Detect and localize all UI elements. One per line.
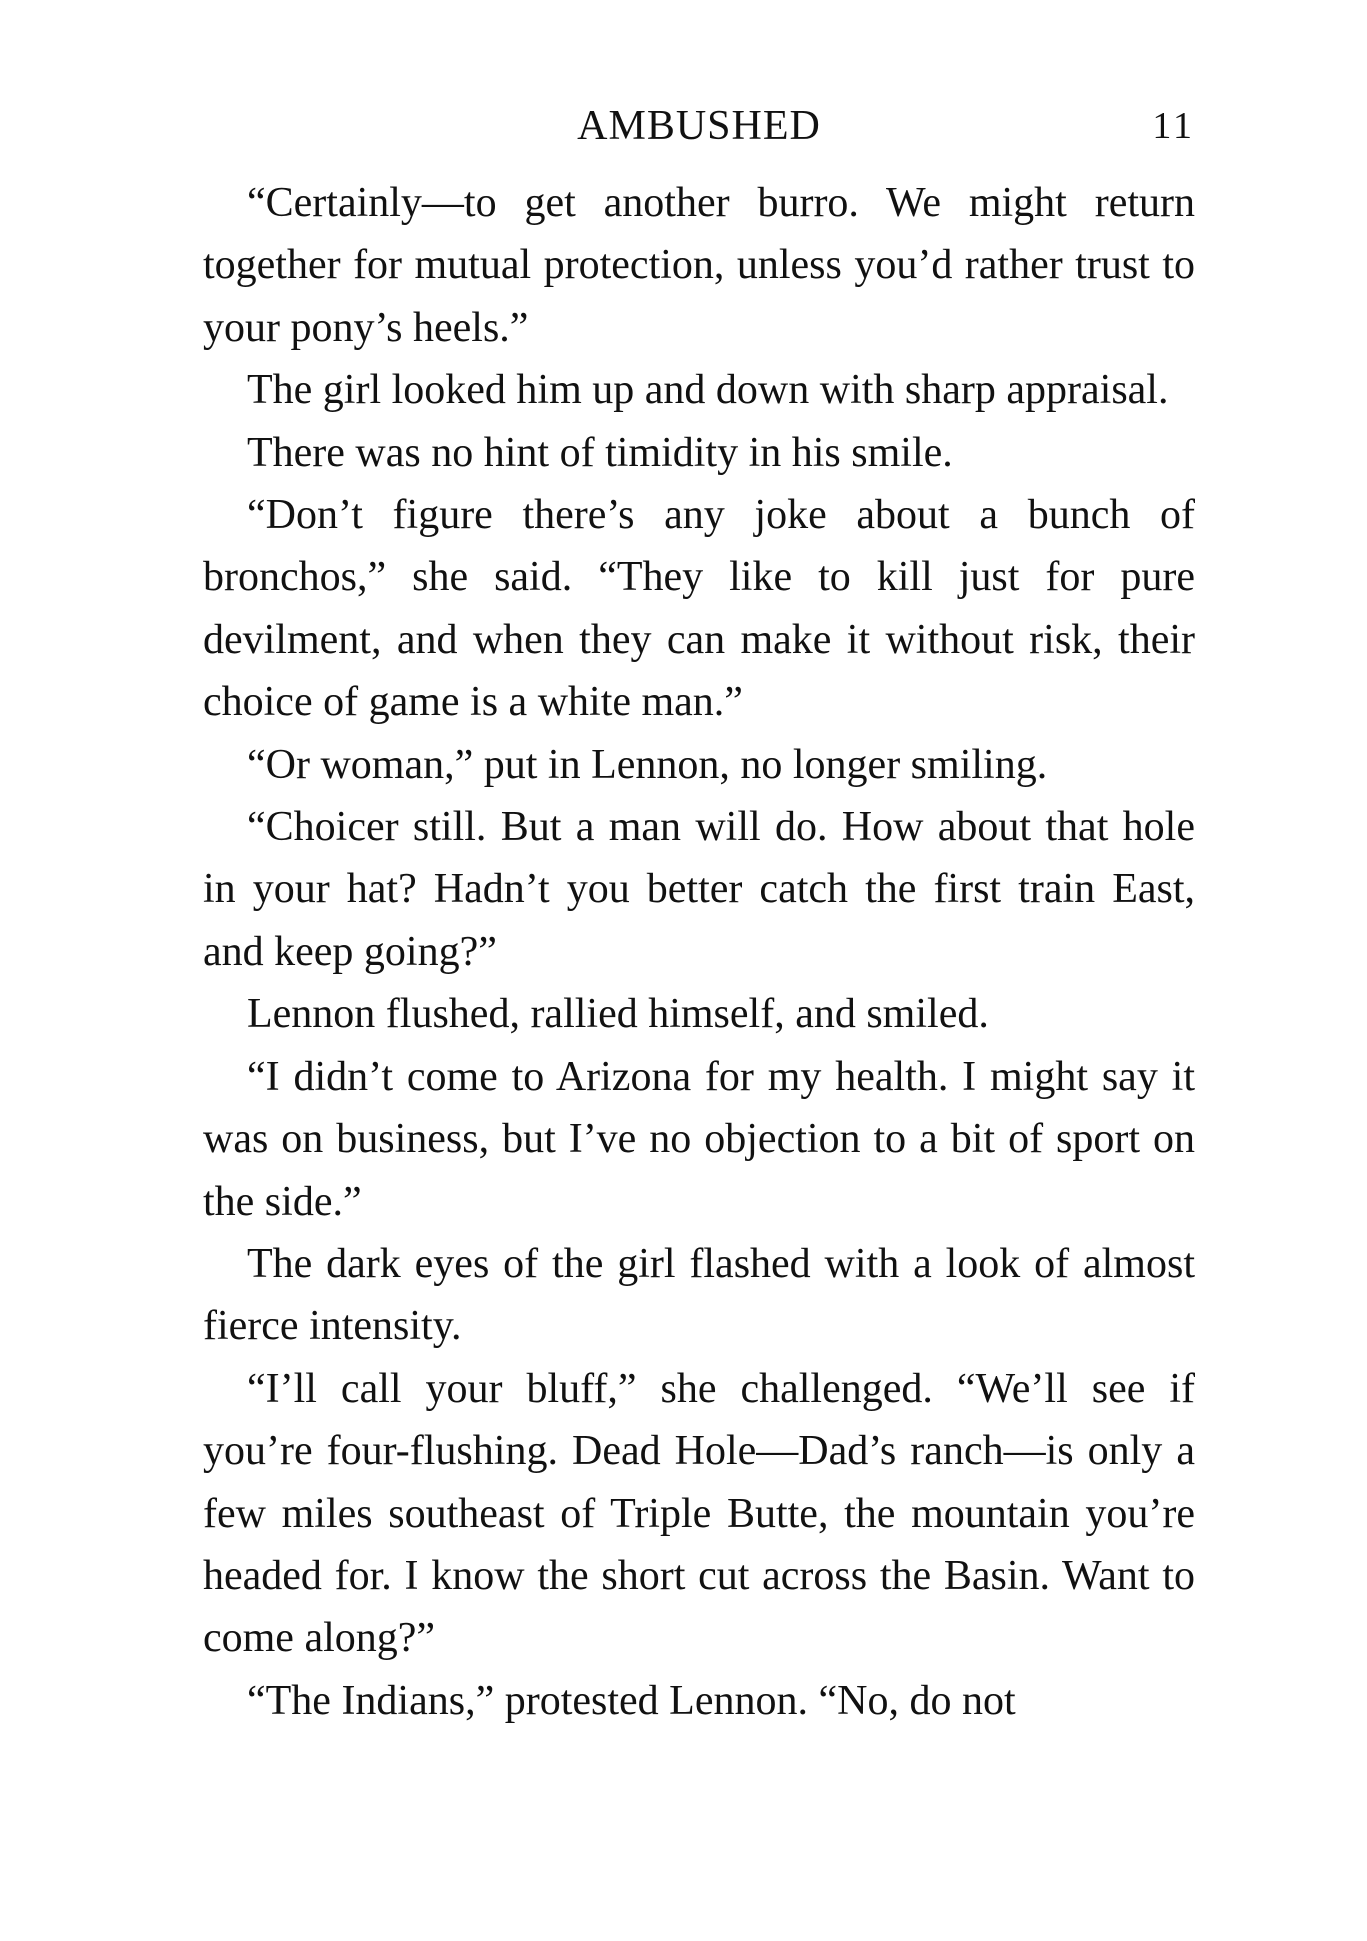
paragraph: Lennon flushed, rallied himself, and smiled. xyxy=(247,991,989,1038)
page-number: 11 xyxy=(1152,105,1195,147)
paragraph: “I didn’t come to Arizona for my health. I might say it was on business, but I’ve no objection to a bit of sport on the side.” xyxy=(203,1053,1195,1225)
paragraph: The girl looked him up and down with sharp appraisal. xyxy=(247,367,1169,414)
page-header xyxy=(203,96,1195,156)
paragraph: “Or woman,” put in Lennon, no longer smiling. xyxy=(247,741,1048,788)
paragraph: “Don’t figure there’s any joke about a bunch of bronchos,” she said. “They like to kill just for pure devilment, and when they can make it without risk, their choice of game is a white man.” xyxy=(203,492,1195,726)
running-head: AMBUSHED xyxy=(577,103,821,149)
paragraph: “I’ll call your bluff,” she challenged. “We’ll see if you’re four-flushing. Dead Hole—Dad’s ranch—is only a few miles southeast of Triple Butte, the mountain you’re headed for. I know the short cut across the Basin. Want to come along?” xyxy=(203,1365,1195,1662)
paragraph: “The Indians,” protested Lennon. “No, do not xyxy=(247,1677,1016,1724)
paragraph: There was no hint of timidity in his smile. xyxy=(247,429,953,476)
paragraph: “Choicer still. But a man will do. How about that hole in your hat? Hadn’t you better catch the first train East, and keep going?” xyxy=(203,804,1195,975)
paragraph: The dark eyes of the girl flashed with a look of almost fierce intensity. xyxy=(203,1240,1195,1350)
body-text xyxy=(203,172,1195,1732)
paragraph: “Certainly—to get another burro. We might return together for mutual protection, unless you’d rather trust to your pony’s heels.” xyxy=(203,180,1195,351)
